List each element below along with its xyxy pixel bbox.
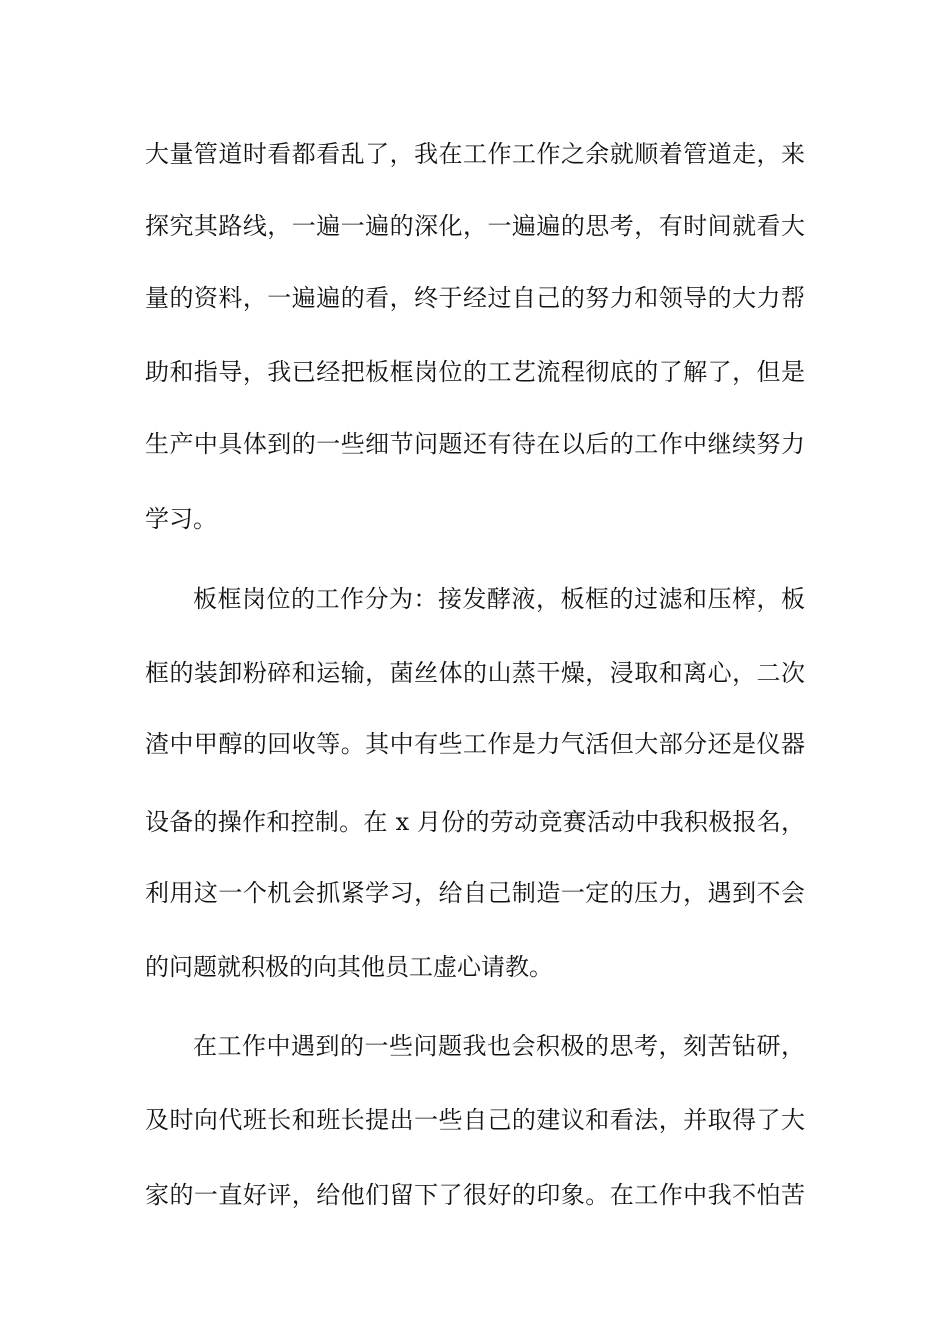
text-line: 生产中具体到的一些细节问题还有待在以后的工作中继续努力: [145, 430, 805, 458]
text-line: 家的一直好评，给他们留下了很好的印象。在工作中我不怕苦: [145, 1181, 805, 1209]
text-line: 学习。: [145, 505, 217, 533]
text-line: 量的资料，一遍遍的看，终于经过自己的努力和领导的大力帮: [145, 284, 805, 312]
text-line: 及时向代班长和班长提出一些自己的建议和看法，并取得了大: [145, 1106, 805, 1134]
text-line: 的问题就积极的向其他员工虚心请教。: [145, 953, 553, 981]
text-line: 利用这一个机会抓紧学习，给自己制造一定的压力，遇到不会: [145, 879, 805, 907]
paragraph-first-line: 板框岗位的工作分为：接发酵液，板框的过滤和压榨，板: [193, 585, 805, 613]
text-line: 框的装卸粉碎和运输，菌丝体的山蒸干燥，浸取和离心，二次: [145, 659, 805, 687]
text-line: 大量管道时看都看乱了，我在工作工作之余就顺着管道走，来: [145, 140, 805, 168]
text-line: 渣中甲醇的回收等。其中有些工作是力气活但大部分还是仪器: [145, 730, 805, 758]
text-line: 设备的操作和控制。在 x 月份的劳动竞赛活动中我积极报名，: [145, 808, 805, 836]
text-line: 探究其路线，一遍一遍的深化，一遍遍的思考，有时间就看大: [145, 212, 805, 240]
text-line: 助和指导，我已经把板框岗位的工艺流程彻底的了解了，但是: [145, 358, 805, 386]
paragraph-first-line: 在工作中遇到的一些问题我也会积极的思考，刻苦钻研，: [193, 1032, 805, 1060]
